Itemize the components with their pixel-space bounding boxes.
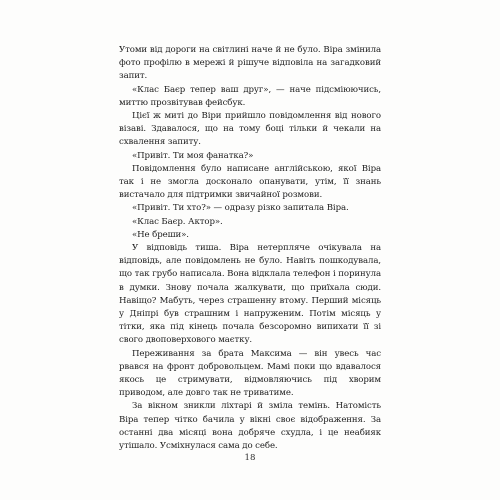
page-number: 18: [244, 453, 256, 463]
paragraph-4: «Привіт. Ти моя фанатка?»: [132, 150, 254, 161]
paragraph-11: За вікном зникли ліхтарі й зміла темінь. Натомість Віра тепер чітко бачила у вікні своє відображення. За останні два місяці вона добряче схудла, і це неабияк утішало. Усміхнулася сама до себе.: [119, 401, 381, 452]
paragraph-3: Цієї ж миті до Віри прийшло повідомлення від нового візаві. Здавалося, що на тому боці тільки й чекали на схвалення запиту.: [119, 111, 381, 148]
paragraph-1: Утоми від дороги на світлині наче й не було. Віра змінила фото профілю в мережі й рішуче відповіла на загадковий запит.: [119, 45, 381, 82]
paragraph-2: «Клас Баєр тепер ваш друг», — наче підсміюючись, миттю прозвітував фейсбук.: [119, 84, 381, 108]
paragraph-5: Повідомлення було написане англійською, якої Віра так і не змогла досконало опанувати, утім, її знань вистачало для підтримки звичайної розмови.: [119, 163, 381, 201]
paragraph-7: «Клас Баєр. Актор».: [132, 216, 223, 227]
paragraph-8: «Не бреши».: [132, 229, 189, 240]
paragraph-10: Переживання за брата Максима — він увесь час рвався на фронт добровольцем. Мамі поки що вдавалося якось це стримувати, відмовляючись під хворим приводом, але довго так не триватиме.: [119, 348, 381, 399]
body-text: [119, 44, 381, 453]
paragraph-9: У відповідь тиша. Віра нетерпляче очікувала на відповідь, але повідомлень не було. Навіть пошкодувала, що так грубо написала. Вона відклала телефон і поринула в думки. Знову почала жалкувати, що приїхала сюди. Навіщо? Мабуть, через страшенну втому. Перший місяць у Дніпрі був страшним і напруженим. Потім місяць у тітки, яка під кінець почала безсоромно випихати її зі свого двоповерхового маєтку.: [119, 243, 381, 346]
paragraph-6: «Привіт. Ти хто?» — одразу різко запитала Віра.: [132, 203, 349, 214]
